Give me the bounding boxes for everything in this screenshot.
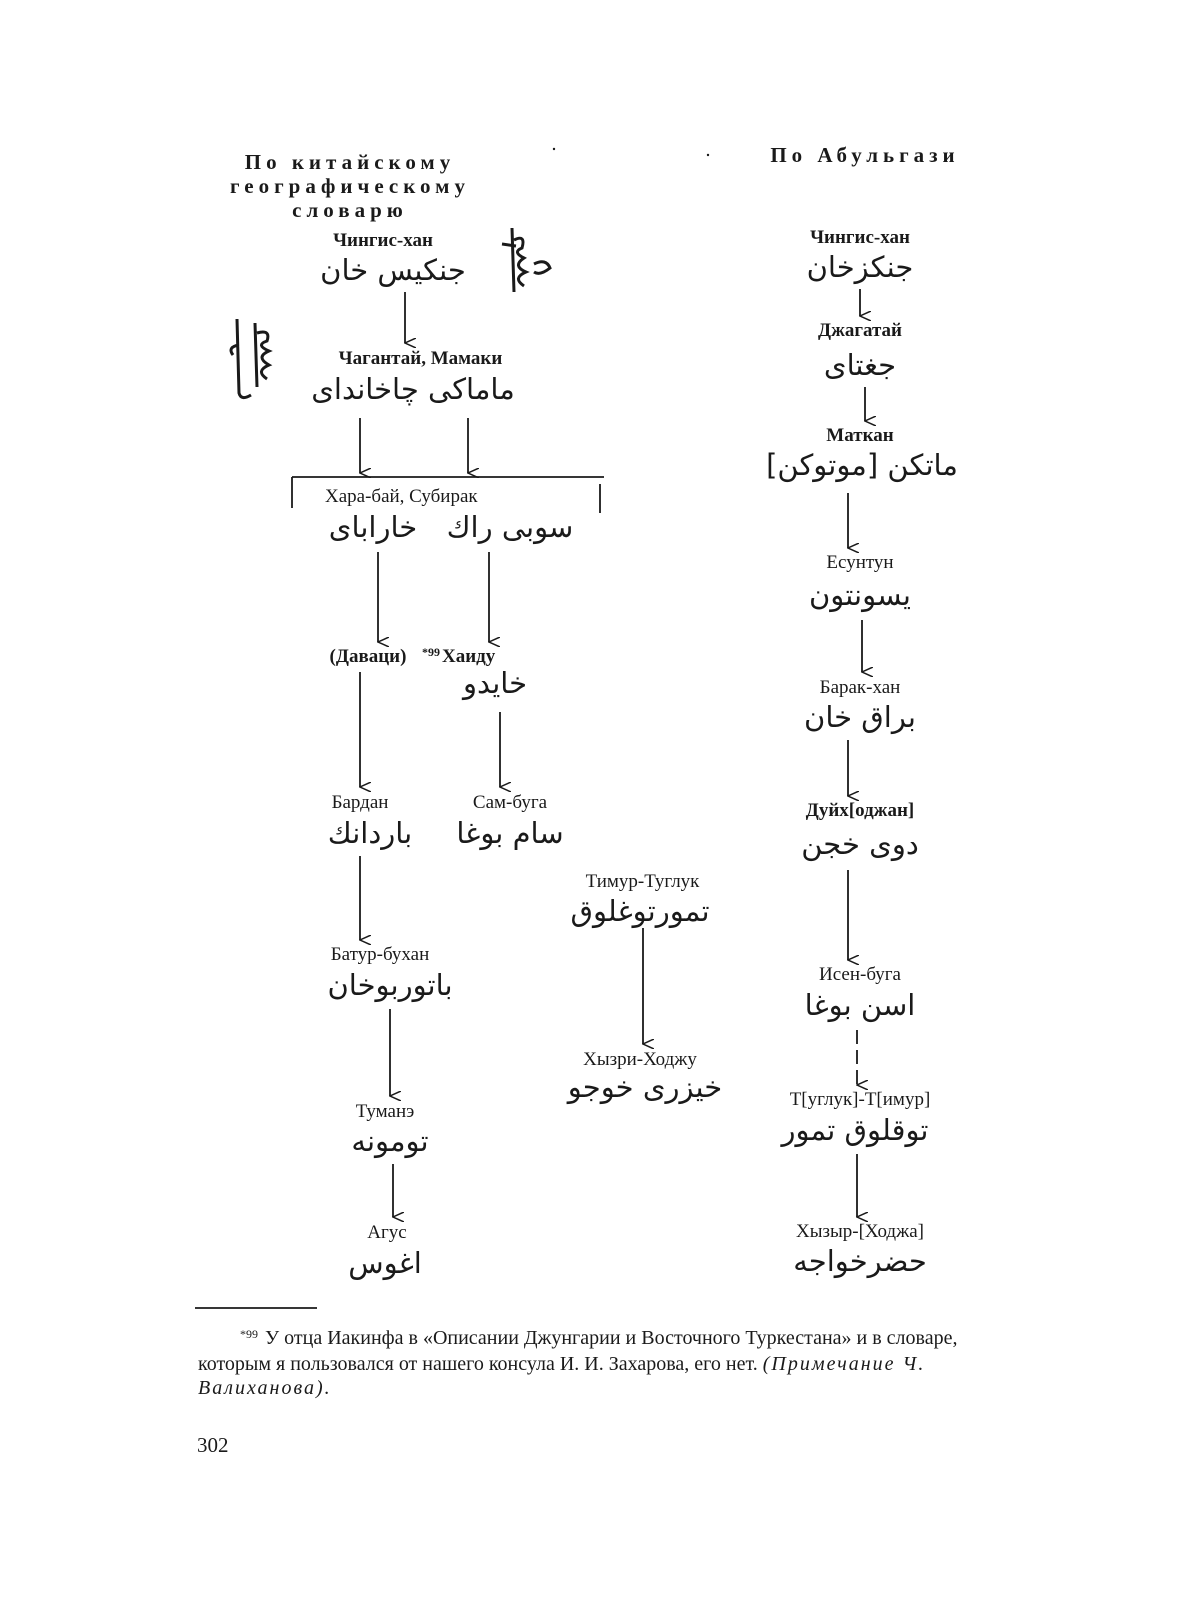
node-bardan: Бардан (331, 792, 389, 813)
right-node-1-arabic: جغتای (823, 348, 897, 382)
node-khyzri-khodzhu-arabic: خيزری خوجو (567, 1070, 723, 1104)
node-davaci: (Даваци) (329, 646, 407, 667)
right-node-6-arabic: اسن بوغا (804, 988, 916, 1022)
right-node-6: Исен-буга (819, 964, 901, 985)
node-agus-arabic: اغوس (348, 1246, 422, 1280)
right-node-8-arabic: حضرخواجه (793, 1244, 927, 1278)
node-chagatai-mamaki: Чагантай, Мамаки (338, 348, 503, 369)
footnote-marker-bottom: *99 (240, 1327, 258, 1341)
footnote-note: (Примечание Ч. Валиханова). (198, 1353, 926, 1399)
node-khaidu-label: Хаиду (442, 646, 496, 667)
right-node-8: Хызыр-[Ходжа] (796, 1221, 924, 1242)
node-khara-bai-subirak: Хара-бай, Субирак (325, 486, 478, 507)
right-node-0-arabic: جنكزخان (806, 250, 914, 284)
right-node-7-arabic: توقلوق تمور (781, 1113, 929, 1147)
node-batur-bukhan: Батур-бухан (330, 944, 430, 965)
right-node-3-arabic: يسونتون (808, 578, 912, 612)
footnote-marker: *99 (422, 645, 440, 659)
node-sam-buga: Сам-буга (472, 792, 548, 813)
right-node-1: Джагатай (818, 320, 902, 341)
node-tumane: Туманэ (355, 1101, 415, 1122)
node-tumane-arabic: تومونه (351, 1124, 429, 1158)
node-kharabai-arabic: خارابای (328, 510, 418, 544)
right-node-2: Маткан (826, 425, 894, 446)
node-sam-buga-arabic: سام بوغا (456, 816, 564, 850)
right-node-0: Чингис-хан (810, 227, 910, 248)
right-node-5: Дуйх[оджан] (805, 800, 915, 821)
node-batur-bukhan-arabic: باتوربوخان (327, 968, 453, 1002)
node-chingis-khan-left-arabic: جنكيس خان (320, 253, 466, 287)
node-subirak-arabic: سوبی راك (446, 510, 574, 544)
node-khyzri-khodzhu: Хызри-Ходжу (583, 1049, 697, 1070)
node-timur-tugluk: Тимур-Туглук (585, 871, 700, 892)
node-chagatai-mamaki-arabic: ماماكی چاخانداى (311, 372, 515, 406)
right-column-header: По Абульгази (770, 143, 960, 167)
right-node-7: Т[углук]-Т[имур] (789, 1089, 931, 1110)
right-node-4-arabic: براق خان (804, 700, 916, 734)
footnote (198, 1326, 988, 1400)
node-khaidu-arabic: خايدو (462, 666, 528, 700)
node-timur-tugluk-arabic: تمورتوغلوق (570, 894, 710, 928)
right-node-5-arabic: دوی خجن (801, 827, 919, 861)
right-node-3: Есунтун (826, 552, 894, 573)
left-column-header: По китайскому географическому словарю (230, 150, 470, 222)
right-node-4: Барак-хан (819, 677, 901, 698)
node-agus: Агус (367, 1222, 407, 1243)
footnote-text: У отца Иакинфа в «Описании Джунгарии и Восточного Туркестана» и в словаре, которым я пользовался от нашего консула И. И. Захарова, его нет. (198, 1327, 958, 1375)
node-bardan-arabic: باردانك (327, 816, 413, 850)
right-node-2-arabic: ماتكن [موتوكن] (766, 448, 958, 482)
node-chingis-khan-left: Чингис-хан (333, 230, 433, 251)
page-number: 302 (197, 1433, 229, 1457)
